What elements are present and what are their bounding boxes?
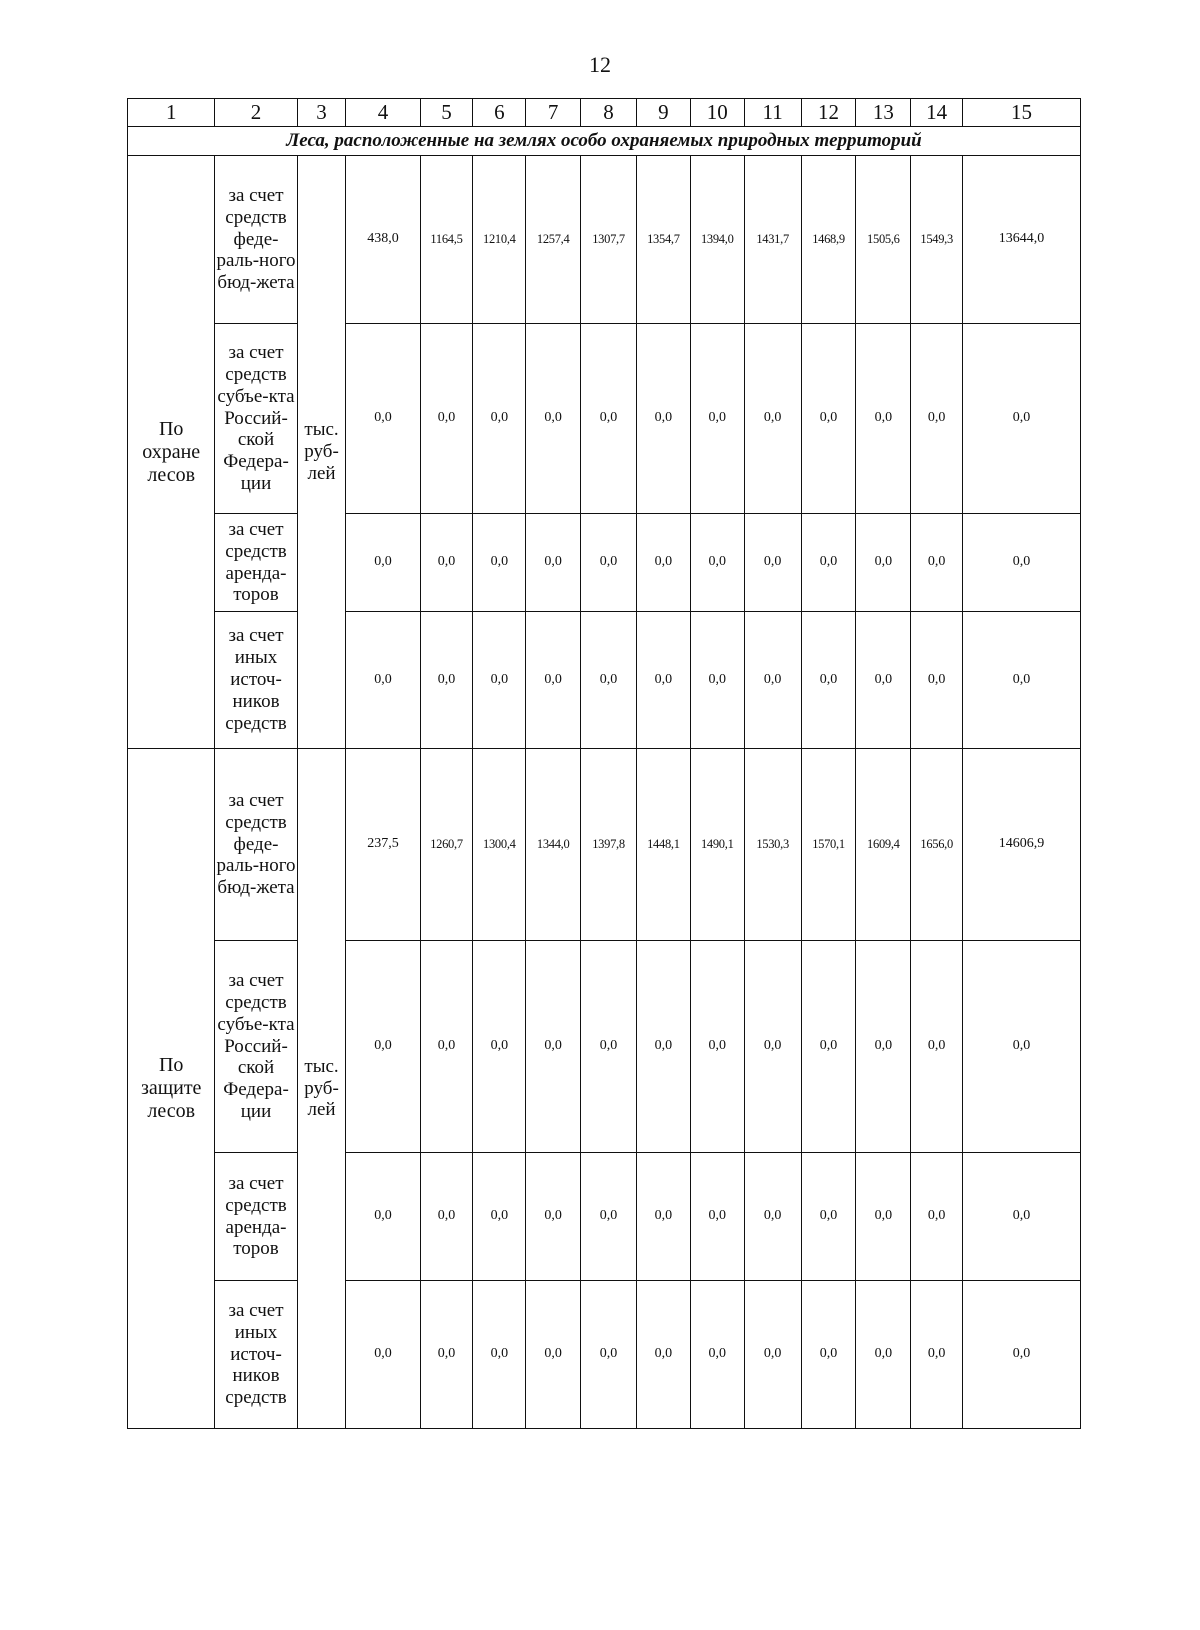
- table-body: [128, 99, 1081, 1429]
- column-number: 6: [473, 99, 526, 127]
- value-cell: 0,0: [420, 612, 473, 749]
- funding-source-label: за счет средств аренда-торов: [215, 514, 297, 612]
- column-number: 8: [581, 99, 637, 127]
- value-cell: 0,0: [581, 1281, 637, 1429]
- value-cell: 0,0: [911, 1153, 963, 1281]
- value-cell: 0,0: [346, 1281, 420, 1429]
- value-cell: 0,0: [856, 1281, 911, 1429]
- value-cell: 0,0: [911, 612, 963, 749]
- value-cell: 1570,1: [801, 749, 856, 941]
- funding-source-label: за счет средств аренда-торов: [215, 1153, 297, 1281]
- funding-source-label: за счет средств субъе-кта Россий-ской Федера-ции: [215, 941, 297, 1153]
- value-cell: 1210,4: [473, 156, 526, 324]
- value-cell: 0,0: [911, 514, 963, 612]
- column-number: 13: [856, 99, 911, 127]
- table-row: [128, 1153, 1081, 1281]
- value-cell: 0,0: [856, 941, 911, 1153]
- funding-source-label: за счет средств феде-раль-ного бюд-жета: [215, 156, 297, 324]
- value-cell: 0,0: [744, 941, 801, 1153]
- value-cell: 1609,4: [856, 749, 911, 941]
- value-cell: 1397,8: [581, 749, 637, 941]
- value-cell: 0,0: [581, 612, 637, 749]
- value-cell: 0,0: [420, 1281, 473, 1429]
- section-title: Леса, расположенные на землях особо охраняемых природных территорий: [128, 127, 1081, 156]
- total-value-cell: 0,0: [963, 612, 1081, 749]
- value-cell: 1260,7: [420, 749, 473, 941]
- table-row: [128, 749, 1081, 941]
- value-cell: 1490,1: [690, 749, 744, 941]
- value-cell: 0,0: [911, 1281, 963, 1429]
- page-number: 12: [589, 52, 611, 77]
- value-cell: 0,0: [526, 1281, 581, 1429]
- value-cell: 0,0: [856, 1153, 911, 1281]
- budget-table: [127, 98, 1081, 1429]
- table-row: [128, 1281, 1081, 1429]
- value-cell: 0,0: [690, 612, 744, 749]
- column-number: 14: [911, 99, 963, 127]
- value-cell: 1354,7: [636, 156, 690, 324]
- value-cell: 0,0: [744, 514, 801, 612]
- value-cell: 1549,3: [911, 156, 963, 324]
- value-cell: 0,0: [744, 1281, 801, 1429]
- value-cell: 0,0: [801, 1153, 856, 1281]
- value-cell: 0,0: [690, 1281, 744, 1429]
- total-value-cell: 13644,0: [963, 156, 1081, 324]
- value-cell: 0,0: [473, 514, 526, 612]
- value-cell: 0,0: [690, 1153, 744, 1281]
- value-cell: 0,0: [526, 1153, 581, 1281]
- value-cell: 0,0: [581, 1153, 637, 1281]
- column-number: 15: [963, 99, 1081, 127]
- value-cell: 0,0: [690, 514, 744, 612]
- total-value-cell: 14606,9: [963, 749, 1081, 941]
- column-number-row: [128, 99, 1081, 127]
- value-cell: 0,0: [856, 612, 911, 749]
- value-cell: 1530,3: [744, 749, 801, 941]
- value-cell: 0,0: [526, 612, 581, 749]
- value-cell: 0,0: [690, 324, 744, 514]
- column-number: 2: [215, 99, 297, 127]
- value-cell: 1307,7: [581, 156, 637, 324]
- value-cell: 0,0: [581, 324, 637, 514]
- unit-label: тыс. руб-лей: [297, 749, 346, 1429]
- value-cell: 0,0: [526, 324, 581, 514]
- value-cell: 0,0: [346, 941, 420, 1153]
- table-row: [128, 324, 1081, 514]
- column-number: 12: [801, 99, 856, 127]
- funding-source-label: за счет средств субъе-кта Россий-ской Федера-ции: [215, 324, 297, 514]
- value-cell: 1344,0: [526, 749, 581, 941]
- value-cell: 0,0: [420, 1153, 473, 1281]
- value-cell: 0,0: [346, 324, 420, 514]
- total-value-cell: 0,0: [963, 1281, 1081, 1429]
- value-cell: 0,0: [636, 1153, 690, 1281]
- column-number: 7: [526, 99, 581, 127]
- value-cell: 0,0: [346, 1153, 420, 1281]
- value-cell: 0,0: [801, 1281, 856, 1429]
- value-cell: 0,0: [856, 324, 911, 514]
- value-cell: 0,0: [801, 324, 856, 514]
- value-cell: 0,0: [581, 941, 637, 1153]
- value-cell: 0,0: [473, 1153, 526, 1281]
- value-cell: 1448,1: [636, 749, 690, 941]
- column-number: 9: [636, 99, 690, 127]
- activity-label: По охране лесов: [128, 156, 215, 749]
- table-row: [128, 941, 1081, 1153]
- value-cell: 0,0: [801, 941, 856, 1153]
- column-number: 3: [297, 99, 346, 127]
- value-cell: 0,0: [636, 514, 690, 612]
- value-cell: 0,0: [473, 324, 526, 514]
- total-value-cell: 0,0: [963, 941, 1081, 1153]
- value-cell: 0,0: [420, 941, 473, 1153]
- value-cell: 1468,9: [801, 156, 856, 324]
- value-cell: 0,0: [581, 514, 637, 612]
- value-cell: 1656,0: [911, 749, 963, 941]
- value-cell: 0,0: [744, 324, 801, 514]
- activity-label: По защите лесов: [128, 749, 215, 1429]
- column-number: 5: [420, 99, 473, 127]
- value-cell: 1431,7: [744, 156, 801, 324]
- value-cell: 0,0: [473, 1281, 526, 1429]
- value-cell: 0,0: [744, 612, 801, 749]
- column-number: 11: [744, 99, 801, 127]
- funding-source-label: за счет иных источ-ников средств: [215, 612, 297, 749]
- value-cell: 0,0: [473, 612, 526, 749]
- value-cell: 0,0: [420, 324, 473, 514]
- table-row: [128, 156, 1081, 324]
- value-cell: 0,0: [690, 941, 744, 1153]
- value-cell: 0,0: [526, 514, 581, 612]
- value-cell: 237,5: [346, 749, 420, 941]
- value-cell: 0,0: [801, 514, 856, 612]
- value-cell: 0,0: [744, 1153, 801, 1281]
- total-value-cell: 0,0: [963, 1153, 1081, 1281]
- value-cell: 0,0: [801, 612, 856, 749]
- table-row: [128, 612, 1081, 749]
- value-cell: 1300,4: [473, 749, 526, 941]
- unit-label: тыс. руб-лей: [297, 156, 346, 749]
- value-cell: 0,0: [346, 514, 420, 612]
- column-number: 4: [346, 99, 420, 127]
- value-cell: 0,0: [911, 941, 963, 1153]
- value-cell: 0,0: [636, 324, 690, 514]
- value-cell: 0,0: [636, 612, 690, 749]
- value-cell: 0,0: [911, 324, 963, 514]
- column-number: 10: [690, 99, 744, 127]
- total-value-cell: 0,0: [963, 324, 1081, 514]
- value-cell: 1505,6: [856, 156, 911, 324]
- column-number: 1: [128, 99, 215, 127]
- value-cell: 438,0: [346, 156, 420, 324]
- value-cell: 1257,4: [526, 156, 581, 324]
- table-row: [128, 514, 1081, 612]
- value-cell: 0,0: [856, 514, 911, 612]
- value-cell: 0,0: [636, 941, 690, 1153]
- value-cell: 0,0: [526, 941, 581, 1153]
- value-cell: 0,0: [636, 1281, 690, 1429]
- funding-source-label: за счет иных источ-ников средств: [215, 1281, 297, 1429]
- funding-source-label: за счет средств феде-раль-ного бюд-жета: [215, 749, 297, 941]
- value-cell: 1164,5: [420, 156, 473, 324]
- value-cell: 0,0: [473, 941, 526, 1153]
- value-cell: 0,0: [420, 514, 473, 612]
- section-title-row: [128, 127, 1081, 156]
- value-cell: 0,0: [346, 612, 420, 749]
- value-cell: 1394,0: [690, 156, 744, 324]
- total-value-cell: 0,0: [963, 514, 1081, 612]
